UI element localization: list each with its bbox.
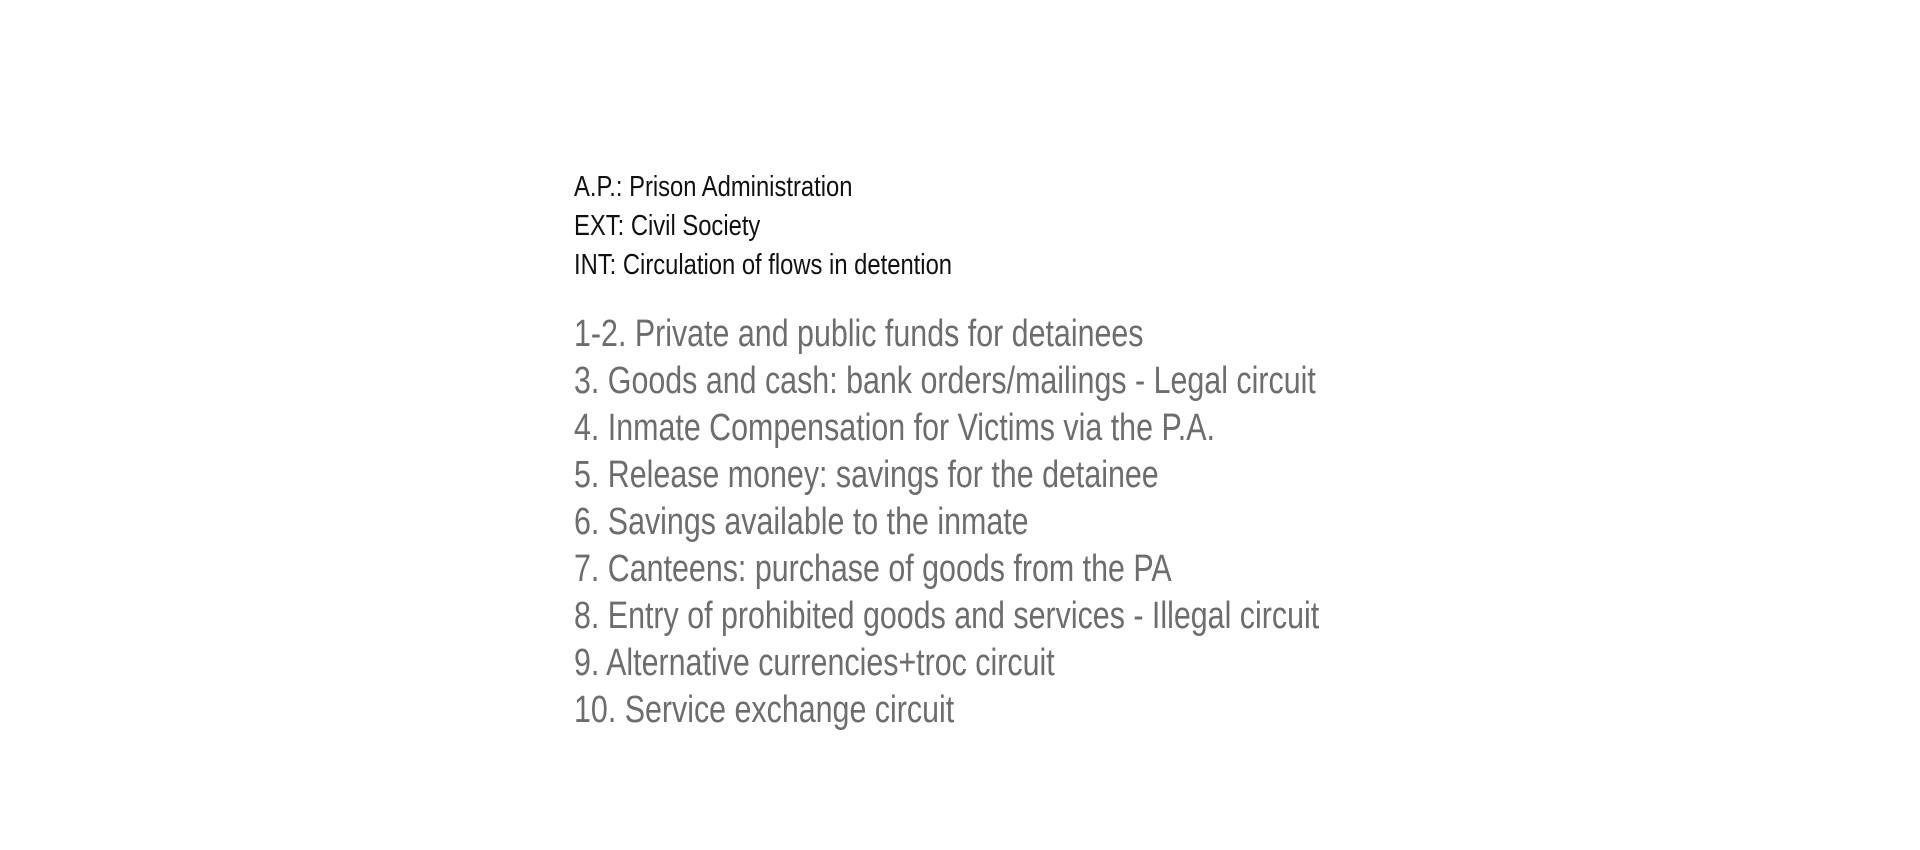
flow-item: 9. Alternative currencies+troc circuit — [574, 642, 1055, 684]
legend-line-ap: A.P.: Prison Administration — [574, 171, 853, 203]
legend-line-int: INT: Circulation of flows in detention — [574, 249, 953, 281]
flow-item: 8. Entry of prohibited goods and services - Illegal circuit — [574, 595, 1320, 637]
legend-line-ext: EXT: Civil Society — [574, 210, 761, 242]
flow-item: 7. Canteens: purchase of goods from the PA — [574, 548, 1172, 590]
flow-item: 6. Savings available to the inmate — [574, 501, 1029, 543]
flow-item: 4. Inmate Compensation for Victims via the P.A. — [574, 407, 1215, 449]
flow-list — [574, 311, 1774, 734]
flow-item: 1-2. Private and public funds for detainees — [574, 313, 1144, 355]
flow-item: 3. Goods and cash: bank orders/mailings - Legal circuit — [574, 360, 1316, 402]
legend-document — [574, 168, 1774, 734]
abbreviation-legend — [574, 168, 1774, 285]
flow-item: 10. Service exchange circuit — [574, 689, 955, 731]
flow-item: 5. Release money: savings for the detainee — [574, 454, 1159, 496]
